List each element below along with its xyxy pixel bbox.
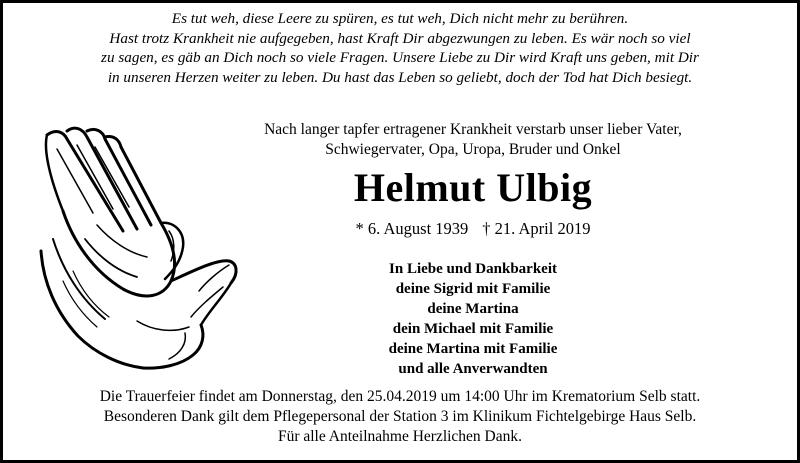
mourner-line: deine Martina mit Familie bbox=[388, 341, 558, 357]
mourner-line: dein Michael mit Familie bbox=[392, 321, 554, 337]
birth-date: * 6. August 1939 bbox=[355, 219, 469, 238]
deceased-name: Helmut Ulbig bbox=[353, 165, 593, 210]
intro-line: Nach langer tapfer ertragener Krankheit verstarb unser lieber Vater, bbox=[264, 121, 682, 138]
intro-text bbox=[213, 120, 733, 160]
death-date: † 21. April 2019 bbox=[482, 219, 591, 238]
praying-hands-icon bbox=[33, 121, 243, 376]
mourners-list bbox=[213, 259, 733, 379]
intro-line: Schwiegervater, Opa, Uropa, Bruder und Onkel bbox=[325, 141, 621, 158]
mourner-line: deine Martina bbox=[427, 301, 519, 317]
poem-line: Hast trotz Krankheit nie aufgegeben, hast Kraft Dir abgezwungen zu leben. Es wär noch so viel bbox=[109, 29, 691, 47]
mourner-line: In Liebe und Dankbarkeit bbox=[389, 261, 557, 277]
life-dates bbox=[213, 218, 733, 240]
poem-line: in unseren Herzen weiter zu leben. Du hast das Leben so geliebt, doch der Tod hat Dich besiegt. bbox=[107, 68, 693, 86]
footer-line: Die Trauerfeier findet am Donnerstag, den 25.04.2019 um 14:00 Uhr im Krematorium Selb statt. bbox=[99, 388, 701, 405]
poem-line: Es tut weh, diese Leere zu spüren, es tut weh, Dich nicht mehr zu berühren. bbox=[171, 10, 629, 27]
footer-line: Für alle Anteilnahme Herzlichen Dank. bbox=[277, 428, 523, 445]
footer-line: Besonderen Dank gilt dem Pflegepersonal der Station 3 im Klinikum Fichtelgebirge Haus Selb. bbox=[103, 408, 697, 425]
poem-line: zu sagen, es gäb an Dich noch so viele Fragen. Unsere Liebe zu Dir wird Kraft uns geben, mit Dir bbox=[101, 49, 699, 66]
funeral-info bbox=[13, 387, 787, 447]
mourner-line: deine Sigrid mit Familie bbox=[395, 281, 551, 297]
mourner-line: und alle Anverwandten bbox=[398, 361, 548, 377]
memorial-poem bbox=[13, 9, 787, 87]
